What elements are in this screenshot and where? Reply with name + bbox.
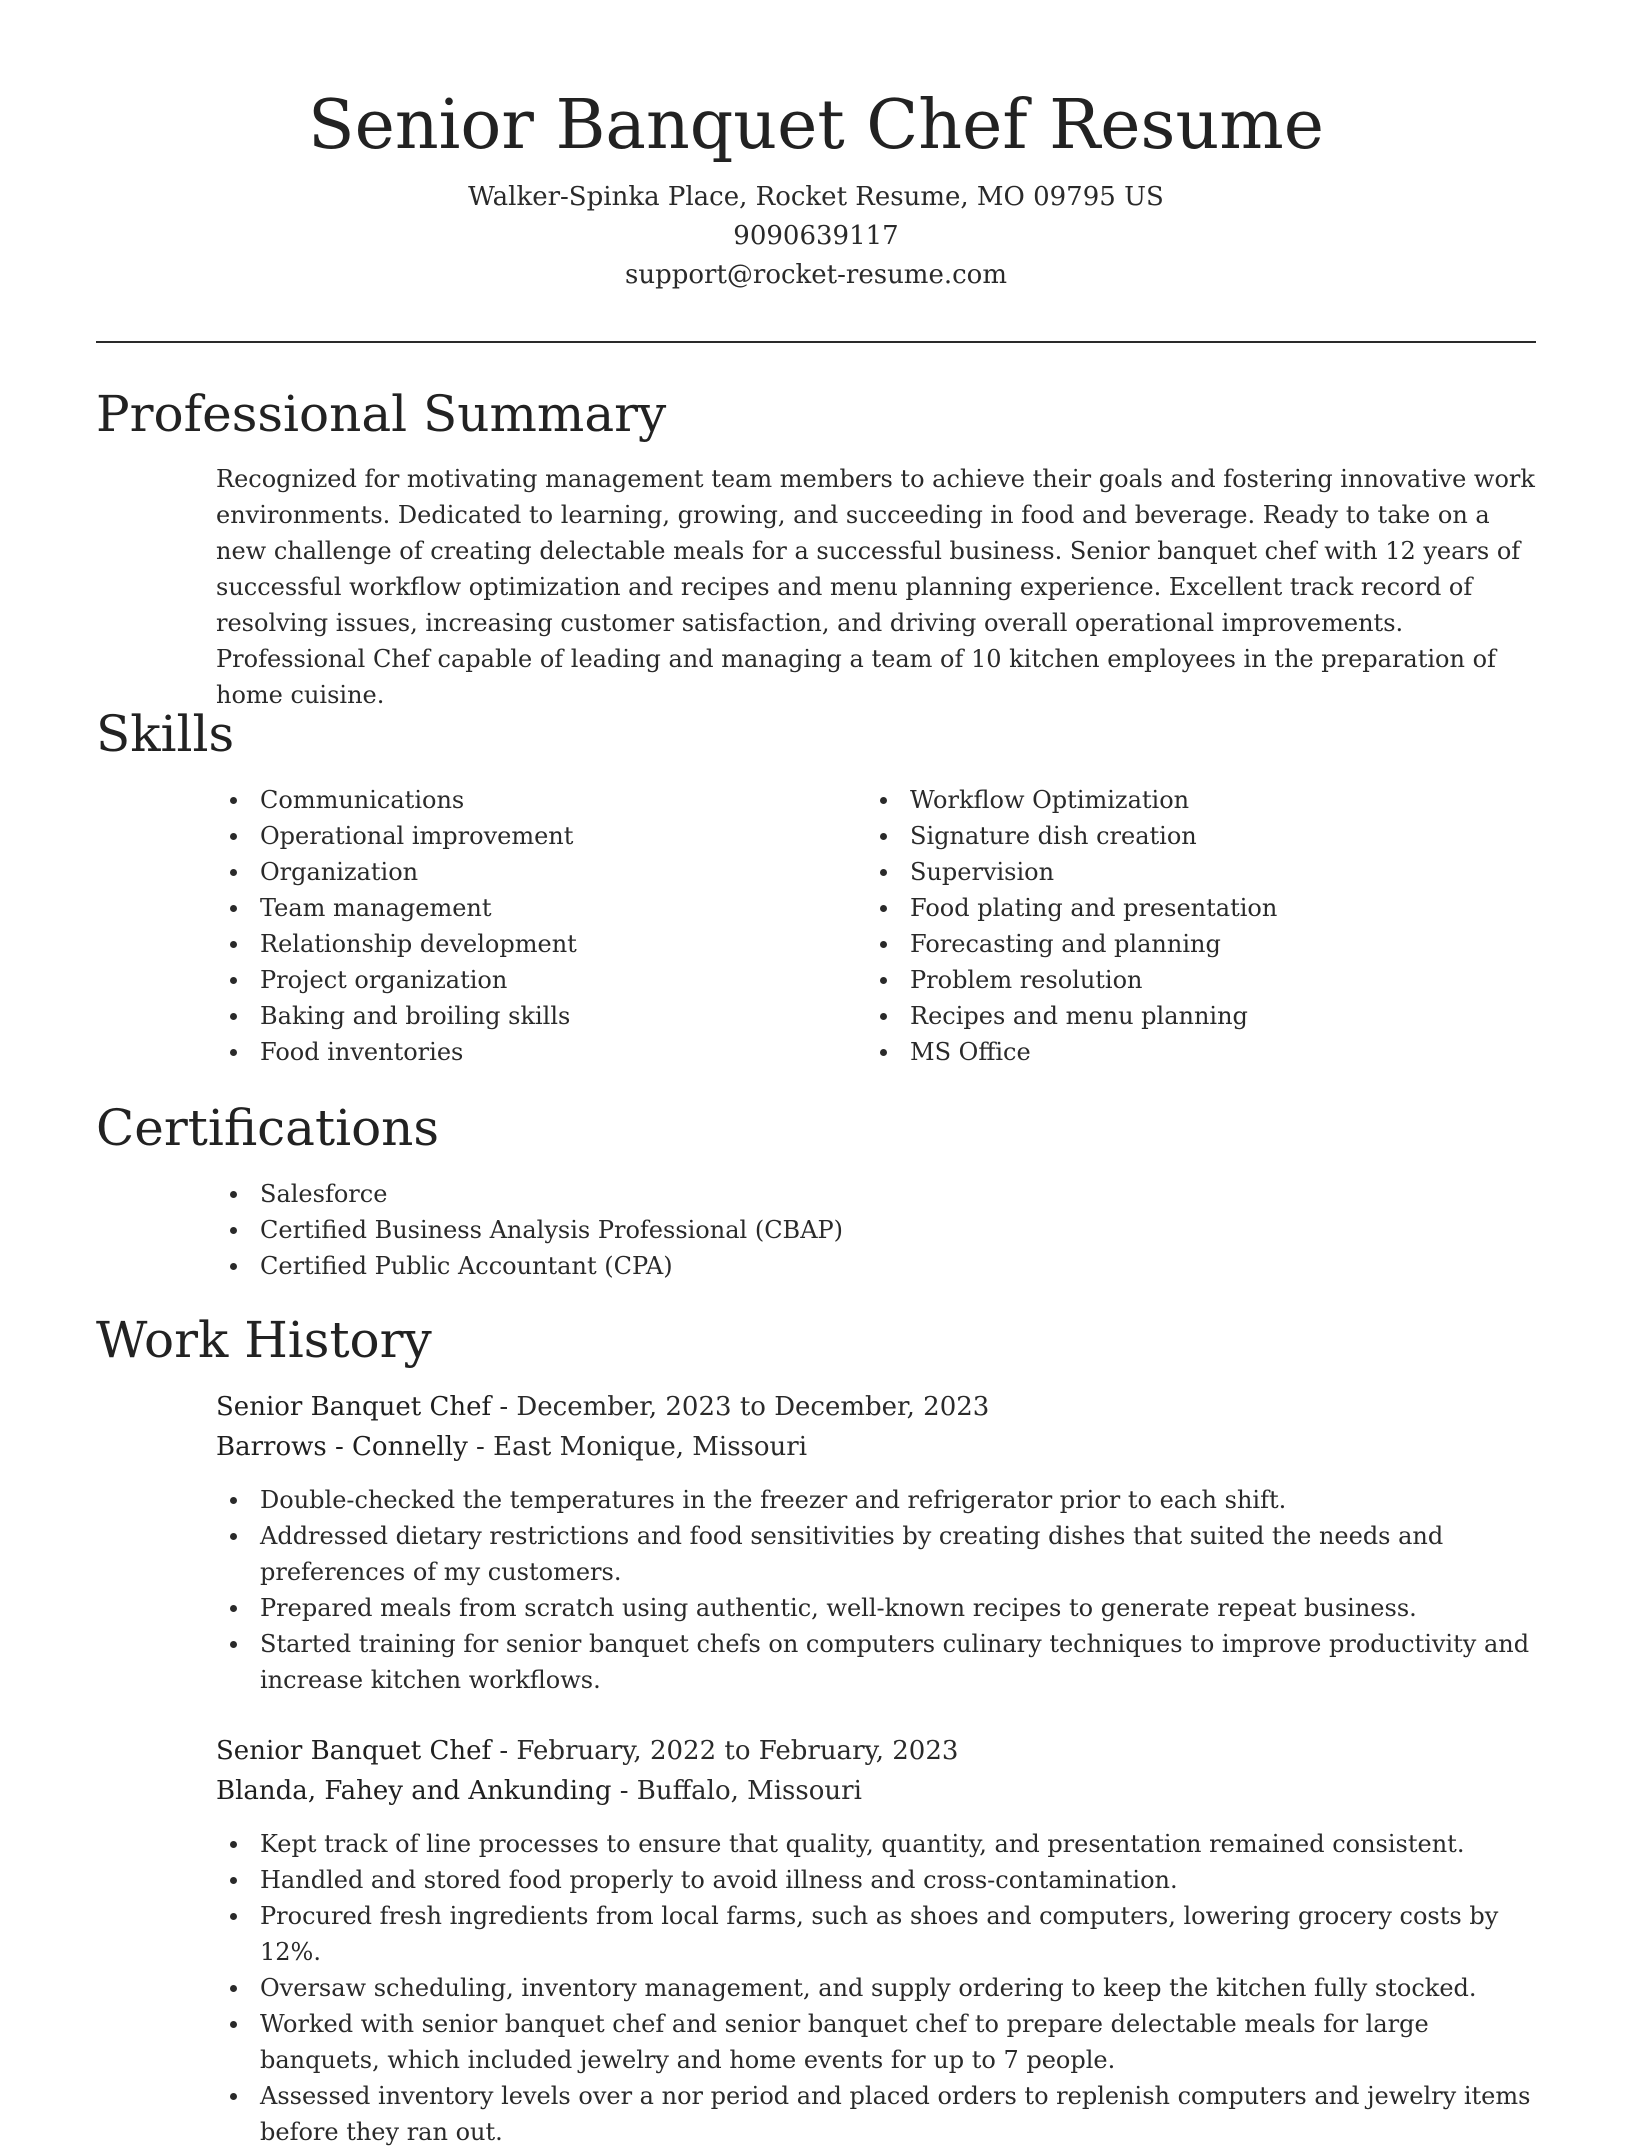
work-history-heading: Work History <box>96 1311 432 1369</box>
job-bullet <box>216 1518 1546 1590</box>
bullet-icon <box>230 1227 237 1234</box>
certification-item-text: Certified Business Analysis Professional (CBAP) <box>260 1216 844 1244</box>
job-bullet-text: Double-checked the temperatures in the freezer and refrigerator prior to each shift. <box>260 1486 1287 1514</box>
skill-item <box>866 926 1506 962</box>
summary-text: Recognized for motivating management team members to achieve their goals and fostering innovative work environments. Dedicated to learning, growing, and succeeding in food and beverage. Ready to take on a new challenge of creating delectable meals for a successful business. Senior banquet chef with 12 years of successful workflow optimization and recipes and menu planning experience. Excellent track record of resolving issues, increasing customer satisfaction, and driving overall operational improvements. Professional Chef capable of leading and managing a team of 10 kitchen employees in the preparation of home cuisine. <box>216 465 1535 709</box>
skill-item <box>216 962 856 998</box>
bullet-icon <box>230 1263 237 1270</box>
job-2-title-line <box>216 1731 958 1771</box>
skill-item <box>216 998 856 1034</box>
bullet-icon <box>230 1913 237 1920</box>
bullet-icon <box>230 2021 237 2028</box>
job-2-title: Senior Banquet Chef <box>216 1736 492 1766</box>
skills-right-column <box>866 782 1506 1070</box>
skill-item <box>216 782 856 818</box>
bullet-icon <box>230 1985 237 1992</box>
job-1-company: Barrows - Connelly <box>216 1432 468 1462</box>
bullet-icon <box>880 941 887 948</box>
header-divider <box>96 341 1536 343</box>
skill-item-text: Forecasting and planning <box>910 930 1221 958</box>
job-1-bullets <box>216 1482 1546 1698</box>
job-2-dates: - February, 2022 to February, 2023 <box>491 1736 959 1766</box>
skill-item <box>216 890 856 926</box>
job-2-bullets <box>216 1826 1546 2150</box>
job-1-dates: - December, 2023 to December, 2023 <box>491 1392 990 1422</box>
job-bullet-text: Kept track of line processes to ensure that quality, quantity, and presentation remained consistent. <box>260 1830 1465 1858</box>
skill-item-text: Supervision <box>910 858 1055 886</box>
job-bullet-text: Handled and stored food properly to avoid illness and cross-contamination. <box>260 1866 1178 1894</box>
skill-item-text: Project organization <box>260 966 508 994</box>
job-bullet <box>216 1898 1546 1970</box>
skill-item <box>866 962 1506 998</box>
skill-item-text: Communications <box>260 786 465 814</box>
certification-item-text: Salesforce <box>260 1180 388 1208</box>
skill-item <box>216 854 856 890</box>
job-bullet <box>216 1590 1546 1626</box>
bullet-icon <box>230 977 237 984</box>
bullet-icon <box>230 905 237 912</box>
skill-item-text: Team management <box>260 894 492 922</box>
job-bullet-text: Assessed inventory levels over a nor period and placed orders to replenish computers and jewelry items before they ran out. <box>260 2082 1531 2146</box>
bullet-icon <box>880 1049 887 1056</box>
skill-item <box>866 1034 1506 1070</box>
certification-item-text: Certified Public Accountant (CPA) <box>260 1252 673 1280</box>
skill-item-text: Baking and broiling skills <box>260 1002 571 1030</box>
skill-item <box>216 818 856 854</box>
bullet-icon <box>880 1013 887 1020</box>
job-2-company-line <box>216 1771 862 1811</box>
certification-item <box>216 1248 1516 1284</box>
contact-block <box>0 178 1632 295</box>
skill-item <box>866 818 1506 854</box>
job-bullet-text: Prepared meals from scratch using authentic, well-known recipes to generate repeat business. <box>260 1594 1417 1622</box>
job-bullet <box>216 1970 1546 2006</box>
bullet-icon <box>230 2093 237 2100</box>
contact-address: Walker-Spinka Place, Rocket Resume, MO 09795 US <box>468 182 1164 212</box>
skill-item <box>216 926 856 962</box>
job-bullet <box>216 2006 1546 2078</box>
bullet-icon <box>230 833 237 840</box>
job-bullet <box>216 2078 1546 2150</box>
skill-item-text: Organization <box>260 858 419 886</box>
job-bullet-text: Procured fresh ingredients from local farms, such as shoes and computers, lowering grocery costs by 12%. <box>260 1902 1499 1966</box>
bullet-icon <box>230 1533 237 1540</box>
job-bullet <box>216 1482 1546 1518</box>
job-bullet-text: Addressed dietary restrictions and food sensitivities by creating dishes that suited the needs and preferences of my customers. <box>260 1522 1444 1586</box>
skill-item <box>866 782 1506 818</box>
bullet-icon <box>880 797 887 804</box>
certification-item <box>216 1176 1516 1212</box>
skill-item <box>866 890 1506 926</box>
bullet-icon <box>880 833 887 840</box>
job-1-title-line <box>216 1387 989 1427</box>
bullet-icon <box>230 1497 237 1504</box>
bullet-icon <box>880 905 887 912</box>
job-2-company: Blanda, Fahey and Ankunding <box>216 1776 612 1806</box>
skill-item-text: Signature dish creation <box>910 822 1197 850</box>
job-1-title: Senior Banquet Chef <box>216 1392 492 1422</box>
job-bullet-text: Oversaw scheduling, inventory management, and supply ordering to keep the kitchen fully stocked. <box>260 1974 1477 2002</box>
job-bullet <box>216 1826 1546 1862</box>
certifications-heading: Certifications <box>96 1099 440 1157</box>
bullet-icon <box>880 977 887 984</box>
skill-item <box>866 854 1506 890</box>
contact-phone: 9090639117 <box>733 221 899 251</box>
bullet-icon <box>230 1013 237 1020</box>
skills-left-column <box>216 782 856 1070</box>
bullet-icon <box>880 869 887 876</box>
job-1-location: - East Monique, Missouri <box>467 1432 808 1462</box>
bullet-icon <box>230 1641 237 1648</box>
bullet-icon <box>230 1605 237 1612</box>
skill-item-text: Relationship development <box>260 930 577 958</box>
job-bullet-text: Worked with senior banquet chef and senior banquet chef to prepare delectable meals for large banquets, which included jewelry and home events for up to 7 people. <box>260 2010 1429 2074</box>
job-2-location: - Buffalo, Missouri <box>611 1776 862 1806</box>
skill-item-text: Recipes and menu planning <box>910 1002 1248 1030</box>
skill-item <box>866 998 1506 1034</box>
bullet-icon <box>230 941 237 948</box>
skill-item <box>216 1034 856 1070</box>
bullet-icon <box>230 1049 237 1056</box>
bullet-icon <box>230 797 237 804</box>
skill-item-text: Operational improvement <box>260 822 574 850</box>
skills-heading: Skills <box>96 705 235 763</box>
skill-item-text: Food plating and presentation <box>910 894 1278 922</box>
skill-item-text: Problem resolution <box>910 966 1143 994</box>
skill-item-text: Workflow Optimization <box>910 786 1190 814</box>
certifications-list <box>216 1176 1516 1284</box>
bullet-icon <box>230 1877 237 1884</box>
job-1-company-line <box>216 1427 807 1467</box>
job-bullet <box>216 1626 1546 1698</box>
certification-item <box>216 1212 1516 1248</box>
bullet-icon <box>230 1191 237 1198</box>
bullet-icon <box>230 869 237 876</box>
skill-item-text: MS Office <box>910 1038 1031 1066</box>
bullet-icon <box>230 1841 237 1848</box>
job-bullet <box>216 1862 1546 1898</box>
resume-title: Senior Banquet Chef Resume <box>308 86 1324 165</box>
summary-heading: Professional Summary <box>96 385 667 443</box>
contact-email: support@rocket-resume.com <box>624 260 1007 290</box>
skill-item-text: Food inventories <box>260 1038 464 1066</box>
job-bullet-text: Started training for senior banquet chefs on computers culinary techniques to improve productivity and increase kitchen workflows. <box>260 1630 1530 1694</box>
resume-header <box>0 0 1632 295</box>
